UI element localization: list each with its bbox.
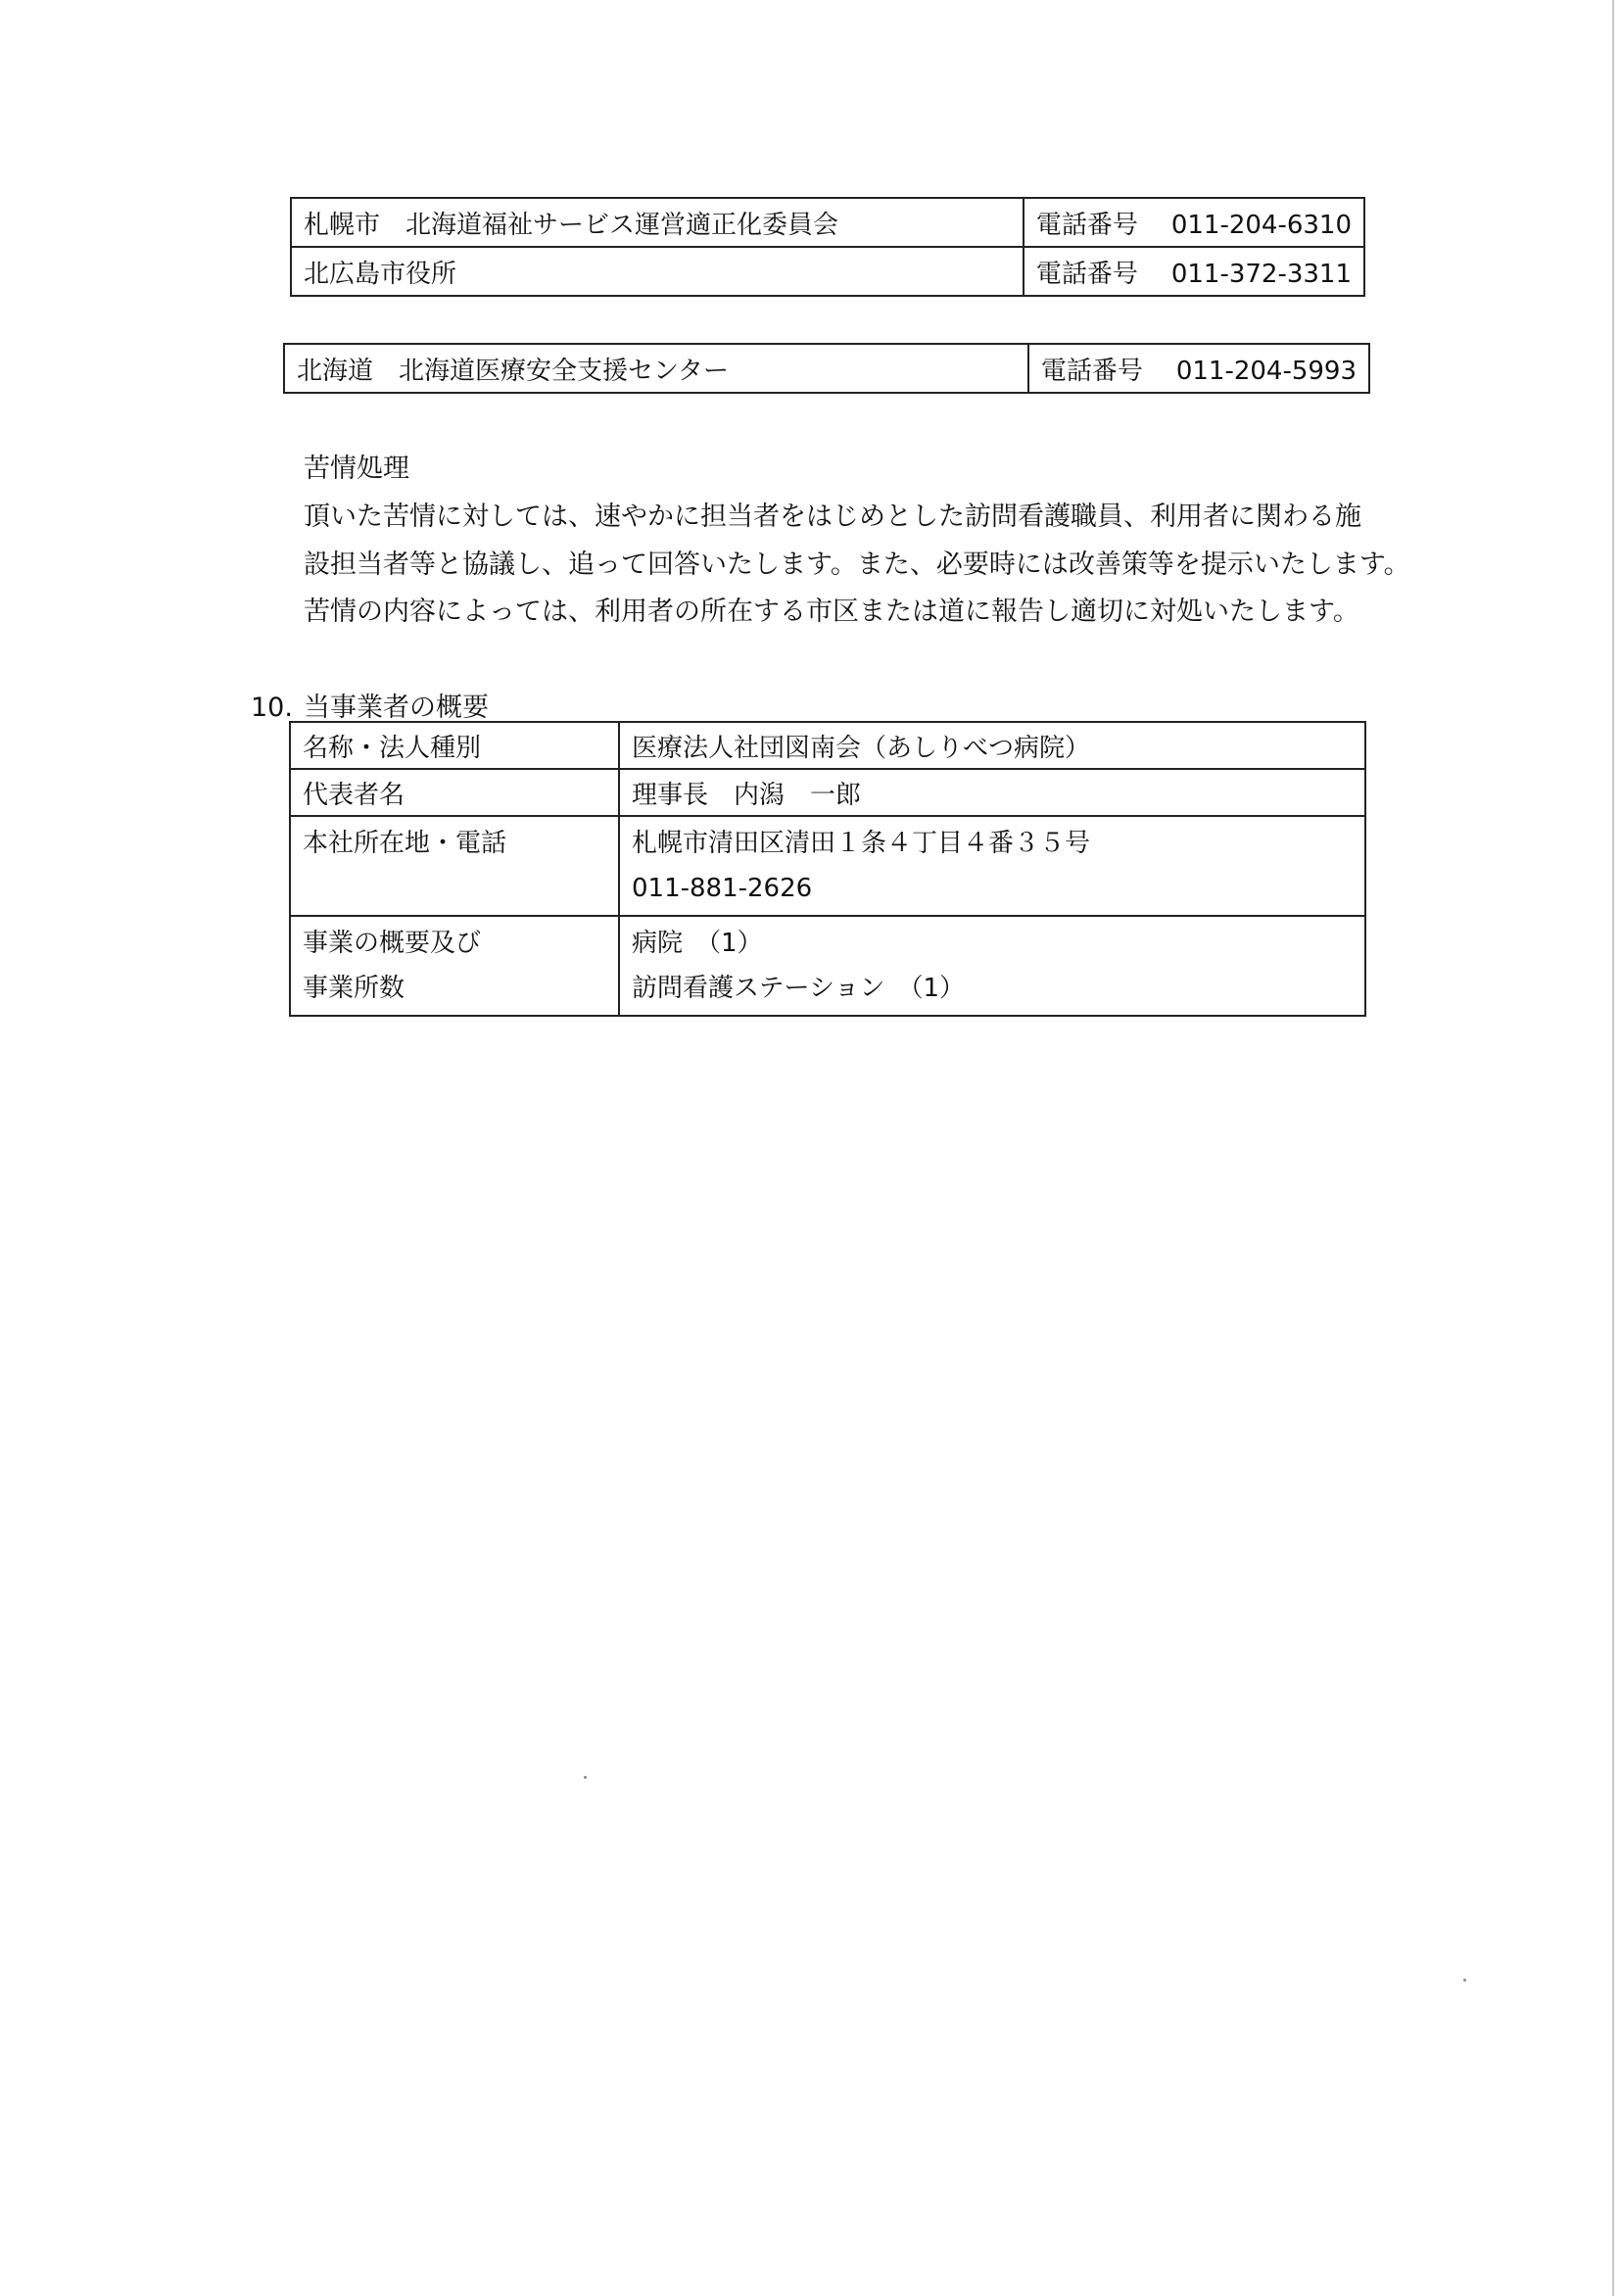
phone-line: 011-881-2626 <box>632 874 813 903</box>
scan-speck <box>1463 1979 1466 1982</box>
table-row <box>290 916 1365 1016</box>
table-row <box>290 722 1365 769</box>
business-line: 病院 （1） <box>632 929 763 958</box>
row-value <box>619 816 1365 916</box>
table-row <box>284 344 1369 393</box>
row-label: 名称・法人種別 <box>290 722 619 769</box>
section-title: 当事業者の概要 <box>304 693 489 723</box>
contact-table-primary <box>290 197 1365 297</box>
row-value <box>619 916 1365 1016</box>
table-row <box>291 247 1364 296</box>
scan-speck <box>584 1776 587 1779</box>
complaint-text-line: 苦情の内容によっては、利用者の所在する市区または道に報告し適切に対処いたします。 <box>304 597 1359 627</box>
complaint-heading: 苦情処理 <box>304 454 409 484</box>
table-row <box>290 769 1365 816</box>
row-label-line: 事業の概要及び <box>303 929 482 958</box>
row-label <box>290 816 619 916</box>
tel-number: 011-204-6310 <box>1170 210 1352 240</box>
table-row <box>290 816 1365 916</box>
contact-org: 北海道 北海道医療安全支援センター <box>284 344 1028 393</box>
row-label-line: 事業所数 <box>303 974 405 1003</box>
row-label <box>290 916 619 1016</box>
address-line: 札幌市清田区清田１条４丁目４番３５号 <box>632 829 1091 858</box>
tel-label: 電話番号 <box>1035 210 1138 240</box>
scan-edge <box>1612 0 1614 2296</box>
contact-tel-cell <box>1024 247 1364 296</box>
company-overview-table <box>289 721 1366 1017</box>
contact-table-secondary <box>283 343 1370 394</box>
section-heading <box>251 686 489 724</box>
complaint-text-line: 設担当者等と協議し、追って回答いたします。また、必要時には改善策等を提示いたします。 <box>304 550 1410 580</box>
tel-label: 電話番号 <box>1035 259 1138 289</box>
row-value: 医療法人社団図南会（あしりべつ病院） <box>619 722 1365 769</box>
row-label-line: 本社所在地・電話 <box>303 829 507 858</box>
tel-number: 011-204-5993 <box>1175 356 1357 386</box>
business-line: 訪問看護ステーション （1） <box>632 974 965 1003</box>
section-number: 10. <box>251 693 293 723</box>
contact-tel-cell <box>1024 198 1364 247</box>
tel-label: 電話番号 <box>1040 356 1143 386</box>
table-row <box>291 198 1364 247</box>
complaint-text-line: 頂いた苦情に対しては、速やかに担当者をはじめとした訪問看護職員、利用者に関わる施 <box>304 502 1361 532</box>
tel-number: 011-372-3311 <box>1170 259 1352 289</box>
row-value: 理事長 内潟 一郎 <box>619 769 1365 816</box>
contact-org: 札幌市 北海道福祉サービス運営適正化委員会 <box>291 198 1024 247</box>
contact-org: 北広島市役所 <box>291 247 1024 296</box>
row-label: 代表者名 <box>290 769 619 816</box>
contact-tel-cell <box>1028 344 1369 393</box>
